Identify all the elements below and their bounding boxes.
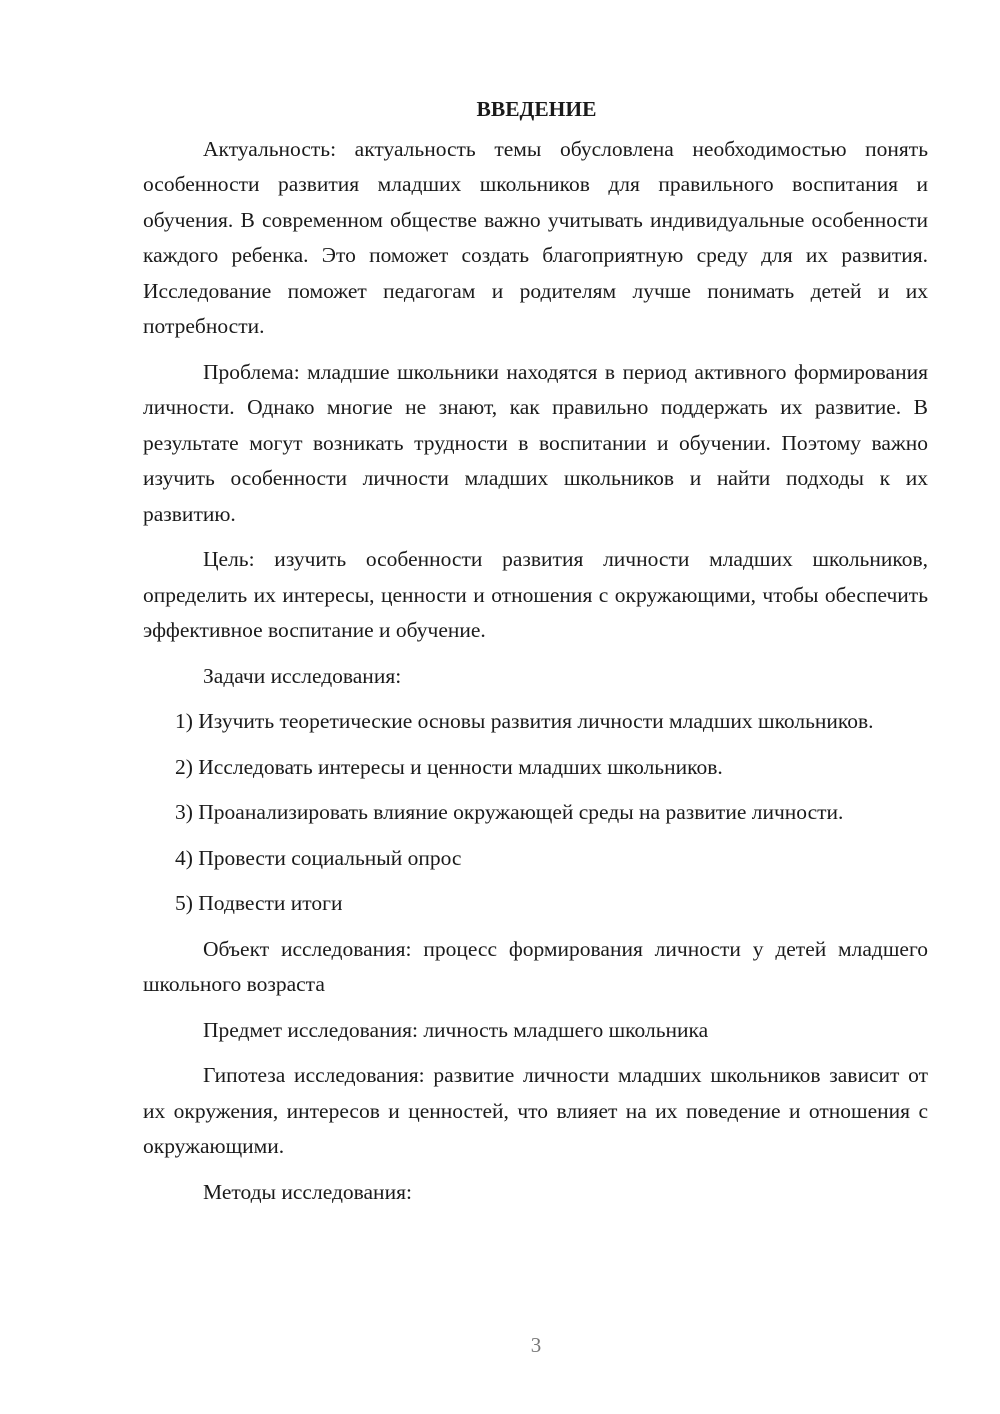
- task-item: 1) Изучить теоретические основы развития личности младших школьников.: [175, 709, 874, 733]
- relevance-paragraph: Актуальность: актуальность темы обусловлена необходимостью понять особенности развития младших школьников для правильного воспитания и обучения. В современном обществе важно учитывать индивидуальные особенности каждого ребенка. Это поможет создать благоприятную среду для их развития. Исследование поможет педагогам и родителям лучше понимать детей и их потребности.: [143, 136, 928, 338]
- methods-heading: Методы исследования:: [203, 1179, 412, 1204]
- task-item: 4) Провести социальный опрос: [175, 845, 462, 870]
- tasks-heading: Задачи исследования:: [203, 663, 402, 688]
- task-item: 2) Исследовать интересы и ценности младших школьников.: [175, 754, 723, 779]
- hypothesis-paragraph: Гипотеза исследования: развитие личности младших школьников зависит от их окружения, интересов и ценностей, что влияет на их поведение и отношения с окружающими.: [143, 1063, 928, 1158]
- subject-paragraph: Предмет исследования: личность младшего школьника: [203, 1017, 709, 1042]
- document-page: [143, 92, 928, 1220]
- task-item: 3) Проанализировать влияние окружающей среды на развитие личности.: [175, 800, 844, 824]
- object-paragraph: Объект исследования: процесс формирования личности у детей младшего школьного возраста: [143, 936, 928, 996]
- task-item: 5) Подвести итоги: [175, 891, 343, 915]
- goal-paragraph: Цель: изучить особенности развития личности младших школьников, определить их интересы, ценности и отношения с окружающими, чтобы обеспечить эффективное воспитание и обучение.: [143, 547, 928, 642]
- problem-paragraph: Проблема: младшие школьники находятся в период активного формирования личности. Однако многие не знают, как правильно поддержать их развитие. В результате могут возникать трудности в воспитании и обучении. Поэтому важно изучить особенности личности младших школьников и найти подходы к их развитию.: [143, 359, 928, 526]
- page-title: ВВЕДЕНИЕ: [476, 97, 597, 121]
- page-number: 3: [530, 1333, 542, 1357]
